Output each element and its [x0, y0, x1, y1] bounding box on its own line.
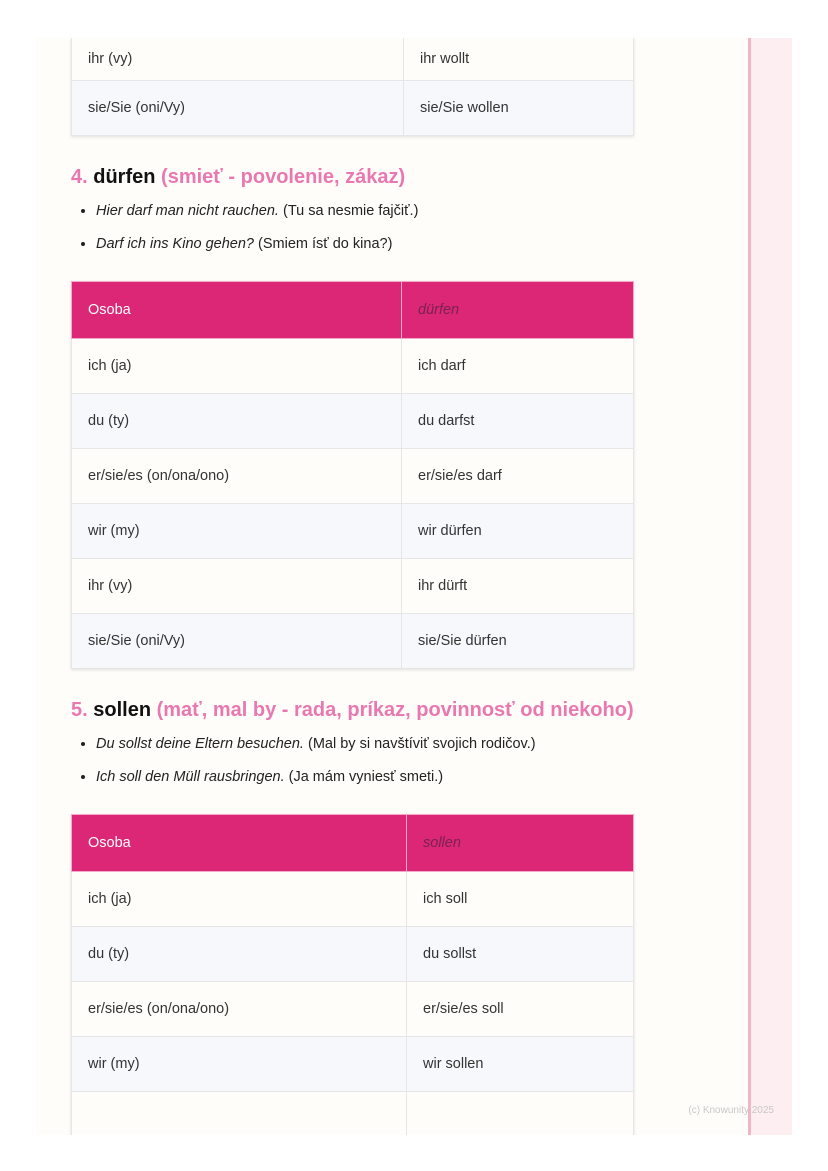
example-item: [96, 728, 634, 761]
durfen-table: [71, 281, 634, 669]
form-cell: er/sie/es soll: [407, 981, 634, 1036]
example-german: Ich soll den Müll rausbringen.: [96, 768, 285, 785]
form-cell: er/sie/es darf: [402, 448, 634, 503]
header-verb: dürfen: [402, 281, 634, 338]
table-row: [72, 871, 634, 926]
form-cell: ich soll: [407, 871, 634, 926]
table-row: [72, 981, 634, 1036]
table-row: [72, 80, 634, 135]
document-page: [36, 38, 792, 1135]
example-slovak: (Mal by si navštíviť svojich rodičov.): [308, 735, 536, 752]
margin-strip: [748, 38, 792, 1135]
person-cell: ihr (vy): [72, 38, 404, 80]
form-cell: du darfst: [402, 393, 634, 448]
margin-line: [748, 38, 751, 1135]
header-osoba: Osoba: [72, 814, 407, 871]
content: [71, 38, 634, 1135]
table-row: [72, 338, 634, 393]
example-german: Darf ich ins Kino gehen?: [96, 235, 254, 252]
form-cell: ihr wollt: [404, 38, 634, 80]
form-cell: [407, 1091, 634, 1135]
sollen-table: [71, 814, 634, 1136]
table-row: [72, 448, 634, 503]
header-verb: sollen: [407, 814, 634, 871]
examples-list: [71, 195, 634, 261]
examples-list: [71, 728, 634, 794]
example-slovak: (Smiem ísť do kina?): [258, 235, 393, 252]
person-cell: sie/Sie (oni/Vy): [72, 80, 404, 135]
example-item: [96, 195, 634, 228]
section-heading-durfen: [71, 166, 634, 189]
table-row: [72, 613, 634, 668]
table-header-row: [72, 281, 634, 338]
table-row: [72, 393, 634, 448]
section-gloss: (mať, mal by - rada, príkaz, povinnosť od niekoho): [156, 698, 634, 721]
form-cell: ihr dürft: [402, 558, 634, 613]
copyright-footer: (c) Knowunity 2025: [688, 1105, 774, 1116]
person-cell: ihr (vy): [72, 558, 402, 613]
section-heading-sollen: [71, 699, 634, 722]
example-german: Du sollst deine Eltern besuchen.: [96, 735, 304, 752]
section-number: 5.: [71, 698, 88, 721]
person-cell: ich (ja): [72, 338, 402, 393]
example-slovak: (Tu sa nesmie fajčiť.): [282, 202, 419, 219]
section-verb: sollen: [93, 698, 152, 721]
person-cell: ich (ja): [72, 871, 407, 926]
section-gloss: (smieť - povolenie, zákaz): [161, 165, 406, 188]
person-cell: wir (my): [72, 503, 402, 558]
person-cell: wir (my): [72, 1036, 407, 1091]
person-cell: du (ty): [72, 926, 407, 981]
table-row: [72, 38, 634, 80]
person-cell: sie/Sie (oni/Vy): [72, 613, 402, 668]
table-row: [72, 926, 634, 981]
example-slovak: (Ja mám vyniesť smeti.): [288, 768, 444, 785]
section-number: 4.: [71, 165, 88, 188]
table-header-row: [72, 814, 634, 871]
form-cell: ich darf: [402, 338, 634, 393]
form-cell: wir dürfen: [402, 503, 634, 558]
section-verb: dürfen: [93, 165, 156, 188]
table-row: [72, 1036, 634, 1091]
person-cell: er/sie/es (on/ona/ono): [72, 448, 402, 503]
person-cell: er/sie/es (on/ona/ono): [72, 981, 407, 1036]
form-cell: du sollst: [407, 926, 634, 981]
person-cell: [72, 1091, 407, 1135]
example-item: [96, 228, 634, 261]
example-german: Hier darf man nicht rauchen.: [96, 202, 279, 219]
example-item: [96, 761, 634, 794]
form-cell: sie/Sie dürfen: [402, 613, 634, 668]
form-cell: sie/Sie wollen: [404, 80, 634, 135]
table-row: [72, 1091, 634, 1135]
form-cell: wir sollen: [407, 1036, 634, 1091]
table-row: [72, 503, 634, 558]
table-row: [72, 558, 634, 613]
wollen-table-partial: [71, 38, 634, 136]
header-osoba: Osoba: [72, 281, 402, 338]
person-cell: du (ty): [72, 393, 402, 448]
